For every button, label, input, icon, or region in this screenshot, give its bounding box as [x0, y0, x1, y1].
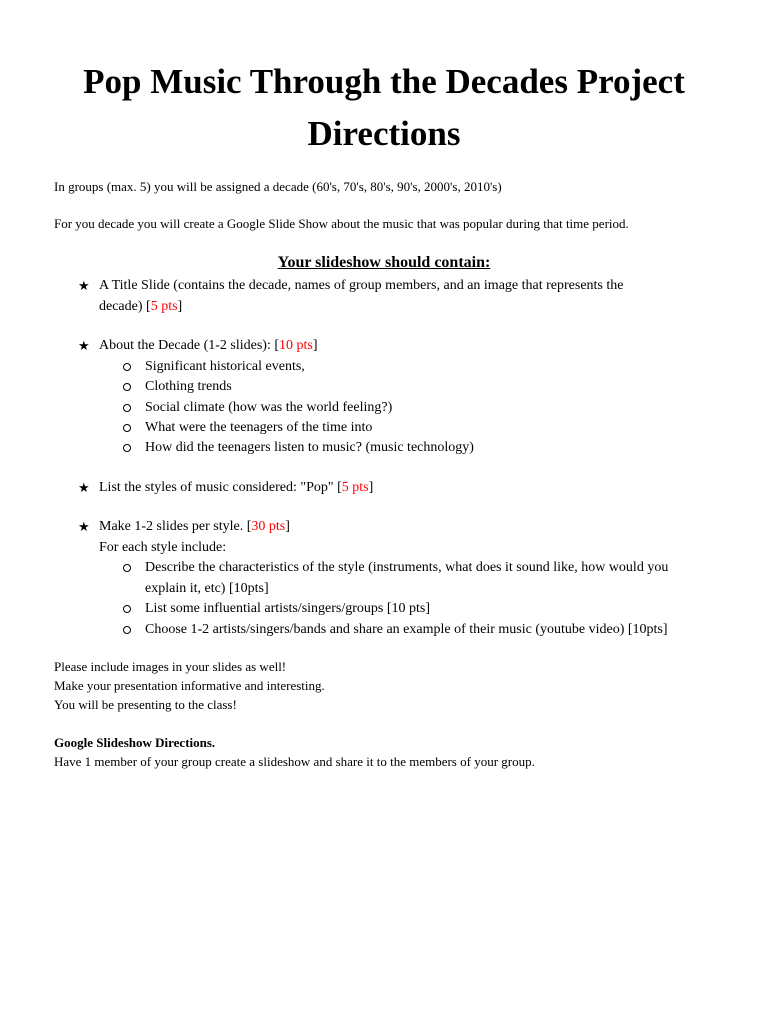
google-heading: Google Slideshow Directions. [54, 735, 216, 750]
bullet-slides-per-style [78, 516, 719, 558]
bracket: ] [312, 338, 318, 353]
star-bullet-icon: ★ [78, 519, 90, 534]
points-value: 30 pts [251, 519, 286, 534]
closing-line: You will be presenting to the class! [54, 697, 237, 712]
sub-item-text: How did the teenagers listen to music? (music technology) [145, 440, 474, 455]
circle-bullet-icon [123, 605, 131, 613]
bracket: ] [285, 519, 290, 534]
bullet-text: For each style include: [99, 540, 227, 555]
sub-item [145, 376, 720, 397]
bullet-text: Make 1-2 slides per style. [ [99, 519, 252, 534]
sub-item-text: explain it, etc) [10pts] [145, 581, 269, 596]
bullet-about-decade [78, 335, 719, 356]
sub-item-text: List some influential artists/singers/groups [10 pts] [145, 601, 431, 616]
points-value: 5 pts [341, 480, 369, 495]
sub-item [145, 598, 720, 619]
sub-item [145, 557, 720, 599]
circle-bullet-icon [123, 383, 131, 391]
sub-item [145, 437, 720, 458]
star-bullet-icon: ★ [78, 338, 90, 353]
closing-line: Please include images in your slides as well! [54, 659, 287, 674]
intro-slideshow: For you decade you will create a Google Slide Show about the music that was popular during that time period. [54, 216, 629, 231]
sub-item [145, 417, 720, 438]
sub-item-text: Clothing trends [145, 379, 232, 394]
sub-item-text: Significant historical events, [145, 359, 305, 374]
points-value: 5 pts [150, 299, 178, 314]
star-bullet-icon: ★ [78, 278, 90, 293]
title-line-1: Pop Music Through the Decades Project [83, 62, 685, 101]
sub-item-text: Describe the characteristics of the style (instruments, what does it sound like, how would you [145, 560, 669, 575]
google-text: Have 1 member of your group create a slideshow and share it to the members of your group. [54, 754, 535, 769]
bullet-styles-list [78, 477, 719, 498]
sub-item-text: Social climate (how was the world feeling?) [145, 400, 393, 415]
page-title [0, 56, 768, 160]
title-line-2: Directions [307, 114, 461, 153]
bullet-text: A Title Slide (contains the decade, names of group members, and an image that represents the [99, 278, 624, 293]
circle-bullet-icon [123, 404, 131, 412]
circle-bullet-icon [123, 424, 131, 432]
sub-item [145, 397, 720, 418]
bullet-text: About the Decade (1-2 slides): [ [99, 338, 279, 353]
sub-item-text: Choose 1-2 artists/singers/bands and share an example of their music (youtube video) [10pts] [145, 622, 668, 637]
closing-line: Make your presentation informative and interesting. [54, 678, 325, 693]
circle-bullet-icon [123, 363, 131, 371]
sub-item [145, 619, 720, 640]
circle-bullet-icon [123, 626, 131, 634]
circle-bullet-icon [123, 444, 131, 452]
sub-item [145, 356, 720, 377]
bullet-text: List the styles of music considered: "Pop" [ [99, 480, 342, 495]
bullet-title-slide [78, 275, 719, 317]
section-heading: Your slideshow should contain: [277, 254, 491, 271]
star-bullet-icon: ★ [78, 480, 90, 495]
bracket: ] [368, 480, 374, 495]
bullet-text: decade) [ [99, 299, 151, 314]
intro-groups: In groups (max. 5) you will be assigned a decade (60's, 70's, 80's, 90's, 2000's, 2010's) [54, 179, 502, 194]
bracket: ] [177, 299, 183, 314]
sub-item-text: What were the teenagers of the time into [145, 420, 373, 435]
circle-bullet-icon [123, 564, 131, 572]
points-value: 10 pts [279, 338, 313, 353]
